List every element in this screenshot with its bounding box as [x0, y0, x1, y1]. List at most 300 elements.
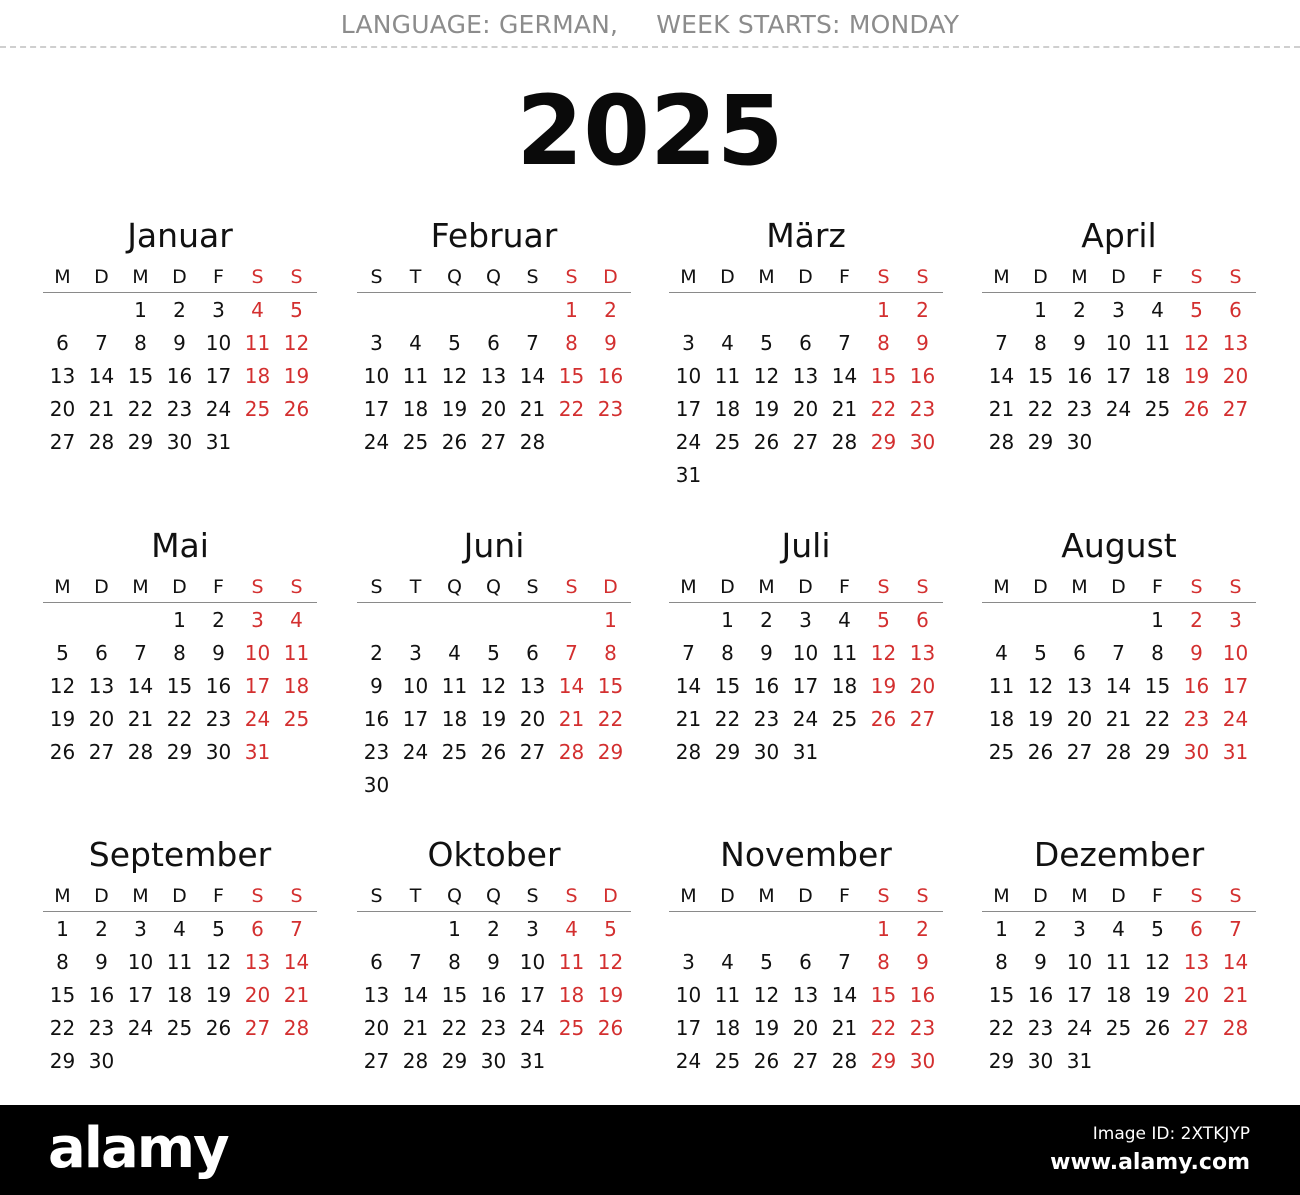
day-cell: 17 [675, 397, 702, 421]
day-cell: 18 [558, 983, 585, 1007]
day-cell: 19 [205, 983, 232, 1007]
week-row [669, 946, 943, 979]
empty-day-cell [552, 604, 591, 637]
day-cell: 10 [363, 364, 390, 388]
day-cell: 28 [675, 740, 702, 764]
week-row [982, 946, 1256, 979]
day-cell: 21 [88, 397, 115, 421]
day-cell: 5 [1190, 298, 1203, 322]
weekday-label: S [370, 576, 383, 598]
day-cell: 28 [988, 430, 1015, 454]
day-cell: 18 [1105, 983, 1132, 1007]
day-cell: 7 [526, 331, 539, 355]
week-row [357, 913, 631, 946]
day-cell: 11 [714, 364, 741, 388]
day-cell: 10 [205, 331, 232, 355]
days-grid [43, 603, 317, 769]
week-row [43, 913, 317, 946]
week-row [669, 1012, 943, 1045]
day-cell: 26 [480, 740, 507, 764]
day-cell: 15 [597, 674, 624, 698]
week-row [357, 703, 631, 736]
day-cell: 24 [402, 740, 429, 764]
day-cell: 5 [604, 917, 617, 941]
empty-day-cell [277, 426, 316, 459]
day-cell: 24 [1222, 707, 1249, 731]
day-cell: 17 [1222, 674, 1249, 698]
day-cell: 15 [166, 674, 193, 698]
weekday-label: D [1111, 885, 1126, 907]
day-cell: 25 [1144, 397, 1171, 421]
week-row [669, 294, 943, 327]
day-cell: 16 [363, 707, 390, 731]
empty-day-cell [747, 913, 786, 946]
day-cell: 21 [831, 1016, 858, 1040]
day-cell: 7 [995, 331, 1008, 355]
day-cell: 23 [1027, 1016, 1054, 1040]
day-cell: 1 [134, 298, 147, 322]
week-row [43, 736, 317, 769]
day-cell: 8 [604, 641, 617, 665]
day-cell: 30 [909, 1049, 936, 1073]
month-block [43, 524, 317, 769]
weekday-label: D [94, 266, 109, 288]
day-cell: 12 [480, 674, 507, 698]
weekday-label: F [1152, 885, 1163, 907]
empty-day-cell [864, 459, 903, 492]
day-cell: 20 [792, 1016, 819, 1040]
weekday-header [357, 574, 631, 600]
day-cell: 6 [799, 950, 812, 974]
empty-day-cell [669, 294, 708, 327]
day-cell: 18 [714, 1016, 741, 1040]
day-cell: 8 [995, 950, 1008, 974]
weekday-label: Q [447, 576, 462, 598]
weekday-label: Q [447, 266, 462, 288]
week-row [357, 1045, 631, 1078]
weekday-label: D [1111, 266, 1126, 288]
day-cell: 2 [212, 608, 225, 632]
day-cell: 31 [675, 463, 702, 487]
day-cell: 5 [877, 608, 890, 632]
weekday-label: S [916, 266, 929, 288]
day-cell: 13 [244, 950, 271, 974]
month-name: April [1081, 216, 1157, 255]
week-row [669, 736, 943, 769]
day-cell: 11 [402, 364, 429, 388]
week-row [43, 1012, 317, 1045]
day-cell: 18 [244, 364, 271, 388]
day-cell: 16 [205, 674, 232, 698]
month-block [669, 833, 943, 1078]
day-cell: 25 [714, 1049, 741, 1073]
day-cell: 2 [370, 641, 383, 665]
day-cell: 3 [370, 331, 383, 355]
day-cell: 8 [565, 331, 578, 355]
day-cell: 26 [753, 430, 780, 454]
empty-day-cell [1099, 604, 1138, 637]
day-cell: 28 [402, 1049, 429, 1073]
day-cell: 30 [1183, 740, 1210, 764]
weekday-label: S [526, 266, 539, 288]
weekday-label: F [839, 885, 850, 907]
day-cell: 6 [1190, 917, 1203, 941]
empty-day-cell [435, 294, 474, 327]
day-cell: 21 [675, 707, 702, 731]
empty-day-cell [43, 294, 82, 327]
day-cell: 26 [1183, 397, 1210, 421]
day-cell: 18 [714, 397, 741, 421]
day-cell: 29 [988, 1049, 1015, 1073]
day-cell: 6 [487, 331, 500, 355]
weekday-label: D [720, 885, 735, 907]
day-cell: 5 [760, 331, 773, 355]
empty-day-cell [708, 913, 747, 946]
weekday-label: Q [486, 266, 501, 288]
day-cell: 9 [487, 950, 500, 974]
day-cell: 6 [370, 950, 383, 974]
weekday-label: M [993, 885, 1010, 907]
day-cell: 13 [909, 641, 936, 665]
day-cell: 30 [88, 1049, 115, 1073]
empty-day-cell [552, 426, 591, 459]
days-grid [357, 603, 631, 802]
day-cell: 18 [988, 707, 1015, 731]
day-cell: 4 [721, 331, 734, 355]
day-cell: 13 [1222, 331, 1249, 355]
week-row [982, 1012, 1256, 1045]
day-cell: 4 [1151, 298, 1164, 322]
empty-day-cell [435, 769, 474, 802]
empty-day-cell [669, 604, 708, 637]
day-cell: 17 [402, 707, 429, 731]
day-cell: 5 [1151, 917, 1164, 941]
day-cell: 7 [565, 641, 578, 665]
weekday-label: M [993, 266, 1010, 288]
day-cell: 13 [1183, 950, 1210, 974]
week-row [669, 604, 943, 637]
weekday-label: D [1111, 576, 1126, 598]
empty-day-cell [903, 736, 942, 769]
day-cell: 12 [205, 950, 232, 974]
day-cell: 5 [56, 641, 69, 665]
empty-day-cell [277, 736, 316, 769]
day-cell: 28 [283, 1016, 310, 1040]
month-name: Oktober [427, 835, 561, 874]
day-cell: 31 [1066, 1049, 1093, 1073]
day-cell: 18 [441, 707, 468, 731]
day-cell: 14 [831, 983, 858, 1007]
day-cell: 29 [597, 740, 624, 764]
day-cell: 8 [56, 950, 69, 974]
day-cell: 22 [1144, 707, 1171, 731]
empty-day-cell [199, 1045, 238, 1078]
day-cell: 17 [792, 674, 819, 698]
day-cell: 27 [244, 1016, 271, 1040]
day-cell: 27 [480, 430, 507, 454]
day-cell: 10 [792, 641, 819, 665]
empty-day-cell [121, 604, 160, 637]
day-cell: 15 [558, 364, 585, 388]
day-cell: 8 [721, 641, 734, 665]
week-row [982, 294, 1256, 327]
day-cell: 10 [1066, 950, 1093, 974]
day-cell: 28 [519, 430, 546, 454]
weekday-label: D [172, 266, 187, 288]
day-cell: 12 [753, 364, 780, 388]
weekday-label: Q [486, 576, 501, 598]
month-block [357, 833, 631, 1078]
day-cell: 22 [988, 1016, 1015, 1040]
day-cell: 14 [675, 674, 702, 698]
day-cell: 6 [799, 331, 812, 355]
day-cell: 10 [675, 364, 702, 388]
day-cell: 1 [721, 608, 734, 632]
month-name: Dezember [1033, 835, 1205, 874]
day-cell: 22 [127, 397, 154, 421]
empty-day-cell [1138, 1045, 1177, 1078]
day-cell: 26 [1027, 740, 1054, 764]
day-cell: 29 [127, 430, 154, 454]
day-cell: 27 [1183, 1016, 1210, 1040]
day-cell: 4 [173, 917, 186, 941]
week-row [357, 393, 631, 426]
day-cell: 17 [1105, 364, 1132, 388]
empty-day-cell [1099, 426, 1138, 459]
day-cell: 23 [1066, 397, 1093, 421]
day-cell: 9 [916, 950, 929, 974]
language-label: LANGUAGE: GERMAN, [340, 10, 619, 39]
days-grid [669, 912, 943, 1078]
month-block [669, 524, 943, 769]
day-cell: 27 [792, 1049, 819, 1073]
day-cell: 31 [205, 430, 232, 454]
weekday-label: F [839, 266, 850, 288]
day-cell: 12 [283, 331, 310, 355]
days-grid [982, 912, 1256, 1078]
weekday-label: D [1033, 576, 1048, 598]
month-block [357, 214, 631, 459]
day-cell: 2 [487, 917, 500, 941]
day-cell: 7 [95, 331, 108, 355]
days-grid [982, 603, 1256, 769]
empty-day-cell [903, 459, 942, 492]
dashed-divider [0, 46, 1300, 48]
day-cell: 20 [49, 397, 76, 421]
day-cell: 16 [597, 364, 624, 388]
days-grid [357, 293, 631, 459]
weekday-label: S [877, 576, 890, 598]
week-row [357, 946, 631, 979]
day-cell: 17 [127, 983, 154, 1007]
empty-day-cell [238, 1045, 277, 1078]
day-cell: 23 [909, 397, 936, 421]
weekday-label: D [798, 576, 813, 598]
day-cell: 23 [205, 707, 232, 731]
day-cell: 24 [127, 1016, 154, 1040]
day-cell: 8 [448, 950, 461, 974]
day-cell: 2 [95, 917, 108, 941]
empty-day-cell [1177, 426, 1216, 459]
empty-day-cell [513, 294, 552, 327]
month-name: Januar [127, 216, 233, 255]
day-cell: 28 [88, 430, 115, 454]
day-cell: 30 [205, 740, 232, 764]
day-cell: 23 [1183, 707, 1210, 731]
day-cell: 10 [244, 641, 271, 665]
weekday-label: M [680, 576, 697, 598]
weekday-label: D [603, 885, 618, 907]
weekday-label: M [132, 266, 149, 288]
day-cell: 9 [173, 331, 186, 355]
calendar-settings-header [0, 0, 1300, 48]
day-cell: 17 [519, 983, 546, 1007]
week-row [669, 703, 943, 736]
day-cell: 1 [565, 298, 578, 322]
day-cell: 10 [402, 674, 429, 698]
day-cell: 9 [916, 331, 929, 355]
day-cell: 29 [1144, 740, 1171, 764]
day-cell: 15 [870, 364, 897, 388]
day-cell: 19 [283, 364, 310, 388]
month-block [982, 214, 1256, 459]
week-row [669, 360, 943, 393]
day-cell: 5 [760, 950, 773, 974]
day-cell: 4 [448, 641, 461, 665]
day-cell: 26 [441, 430, 468, 454]
weekday-label: D [603, 576, 618, 598]
alamy-logo: alamy [48, 1116, 228, 1181]
day-cell: 7 [838, 331, 851, 355]
week-row [669, 979, 943, 1012]
day-cell: 20 [1183, 983, 1210, 1007]
day-cell: 15 [1027, 364, 1054, 388]
day-cell: 9 [1190, 641, 1203, 665]
day-cell: 11 [244, 331, 271, 355]
day-cell: 20 [480, 397, 507, 421]
empty-day-cell [982, 294, 1021, 327]
day-cell: 31 [244, 740, 271, 764]
days-grid [669, 603, 943, 769]
empty-day-cell [708, 294, 747, 327]
day-cell: 19 [753, 1016, 780, 1040]
weekday-label: T [409, 885, 422, 907]
day-cell: 26 [753, 1049, 780, 1073]
day-cell: 10 [519, 950, 546, 974]
day-cell: 29 [870, 430, 897, 454]
empty-day-cell [396, 913, 435, 946]
day-cell: 24 [205, 397, 232, 421]
day-cell: 12 [870, 641, 897, 665]
day-cell: 9 [95, 950, 108, 974]
day-cell: 10 [127, 950, 154, 974]
day-cell: 12 [441, 364, 468, 388]
empty-day-cell [591, 426, 630, 459]
day-cell: 27 [363, 1049, 390, 1073]
empty-day-cell [552, 769, 591, 802]
day-cell: 13 [88, 674, 115, 698]
day-cell: 24 [244, 707, 271, 731]
day-cell: 28 [831, 430, 858, 454]
empty-day-cell [982, 604, 1021, 637]
week-row [669, 393, 943, 426]
day-cell: 20 [363, 1016, 390, 1040]
day-cell: 1 [877, 917, 890, 941]
day-cell: 3 [1073, 917, 1086, 941]
month-name: August [1061, 526, 1177, 565]
day-cell: 30 [753, 740, 780, 764]
week-row [982, 703, 1256, 736]
week-row [357, 736, 631, 769]
day-cell: 5 [448, 331, 461, 355]
empty-day-cell [1099, 1045, 1138, 1078]
weekday-label: S [1229, 885, 1242, 907]
weekday-label: F [213, 576, 224, 598]
empty-day-cell [552, 1045, 591, 1078]
weekday-header [982, 264, 1256, 290]
day-cell: 11 [831, 641, 858, 665]
weekday-label: S [877, 885, 890, 907]
empty-day-cell [591, 1045, 630, 1078]
day-cell: 2 [1034, 917, 1047, 941]
day-cell: 11 [283, 641, 310, 665]
day-cell: 18 [166, 983, 193, 1007]
weekday-label: D [94, 885, 109, 907]
weekday-label: F [213, 266, 224, 288]
day-cell: 14 [558, 674, 585, 698]
day-cell: 19 [480, 707, 507, 731]
weekday-label: S [877, 266, 890, 288]
day-cell: 16 [753, 674, 780, 698]
weekday-label: M [132, 576, 149, 598]
week-row [43, 604, 317, 637]
day-cell: 23 [597, 397, 624, 421]
day-cell: 4 [995, 641, 1008, 665]
day-cell: 15 [49, 983, 76, 1007]
day-cell: 14 [127, 674, 154, 698]
day-cell: 13 [792, 983, 819, 1007]
day-cell: 3 [212, 298, 225, 322]
day-cell: 26 [205, 1016, 232, 1040]
weekday-label: S [565, 885, 578, 907]
month-name: Juni [463, 526, 525, 565]
day-cell: 16 [1183, 674, 1210, 698]
day-cell: 28 [558, 740, 585, 764]
empty-day-cell [786, 294, 825, 327]
day-cell: 19 [597, 983, 624, 1007]
day-cell: 5 [487, 641, 500, 665]
weekday-header [357, 264, 631, 290]
week-row [357, 769, 631, 802]
day-cell: 24 [1105, 397, 1132, 421]
day-cell: 5 [1034, 641, 1047, 665]
day-cell: 2 [916, 298, 929, 322]
weekday-label: D [720, 576, 735, 598]
weekday-label: F [1152, 576, 1163, 598]
days-grid [357, 912, 631, 1078]
day-cell: 19 [870, 674, 897, 698]
day-cell: 27 [519, 740, 546, 764]
day-cell: 8 [877, 331, 890, 355]
day-cell: 11 [714, 983, 741, 1007]
weekday-label: F [839, 576, 850, 598]
day-cell: 29 [1027, 430, 1054, 454]
weekday-label: M [54, 576, 71, 598]
day-cell: 7 [838, 950, 851, 974]
day-cell: 21 [988, 397, 1015, 421]
day-cell: 1 [877, 298, 890, 322]
empty-day-cell [825, 913, 864, 946]
